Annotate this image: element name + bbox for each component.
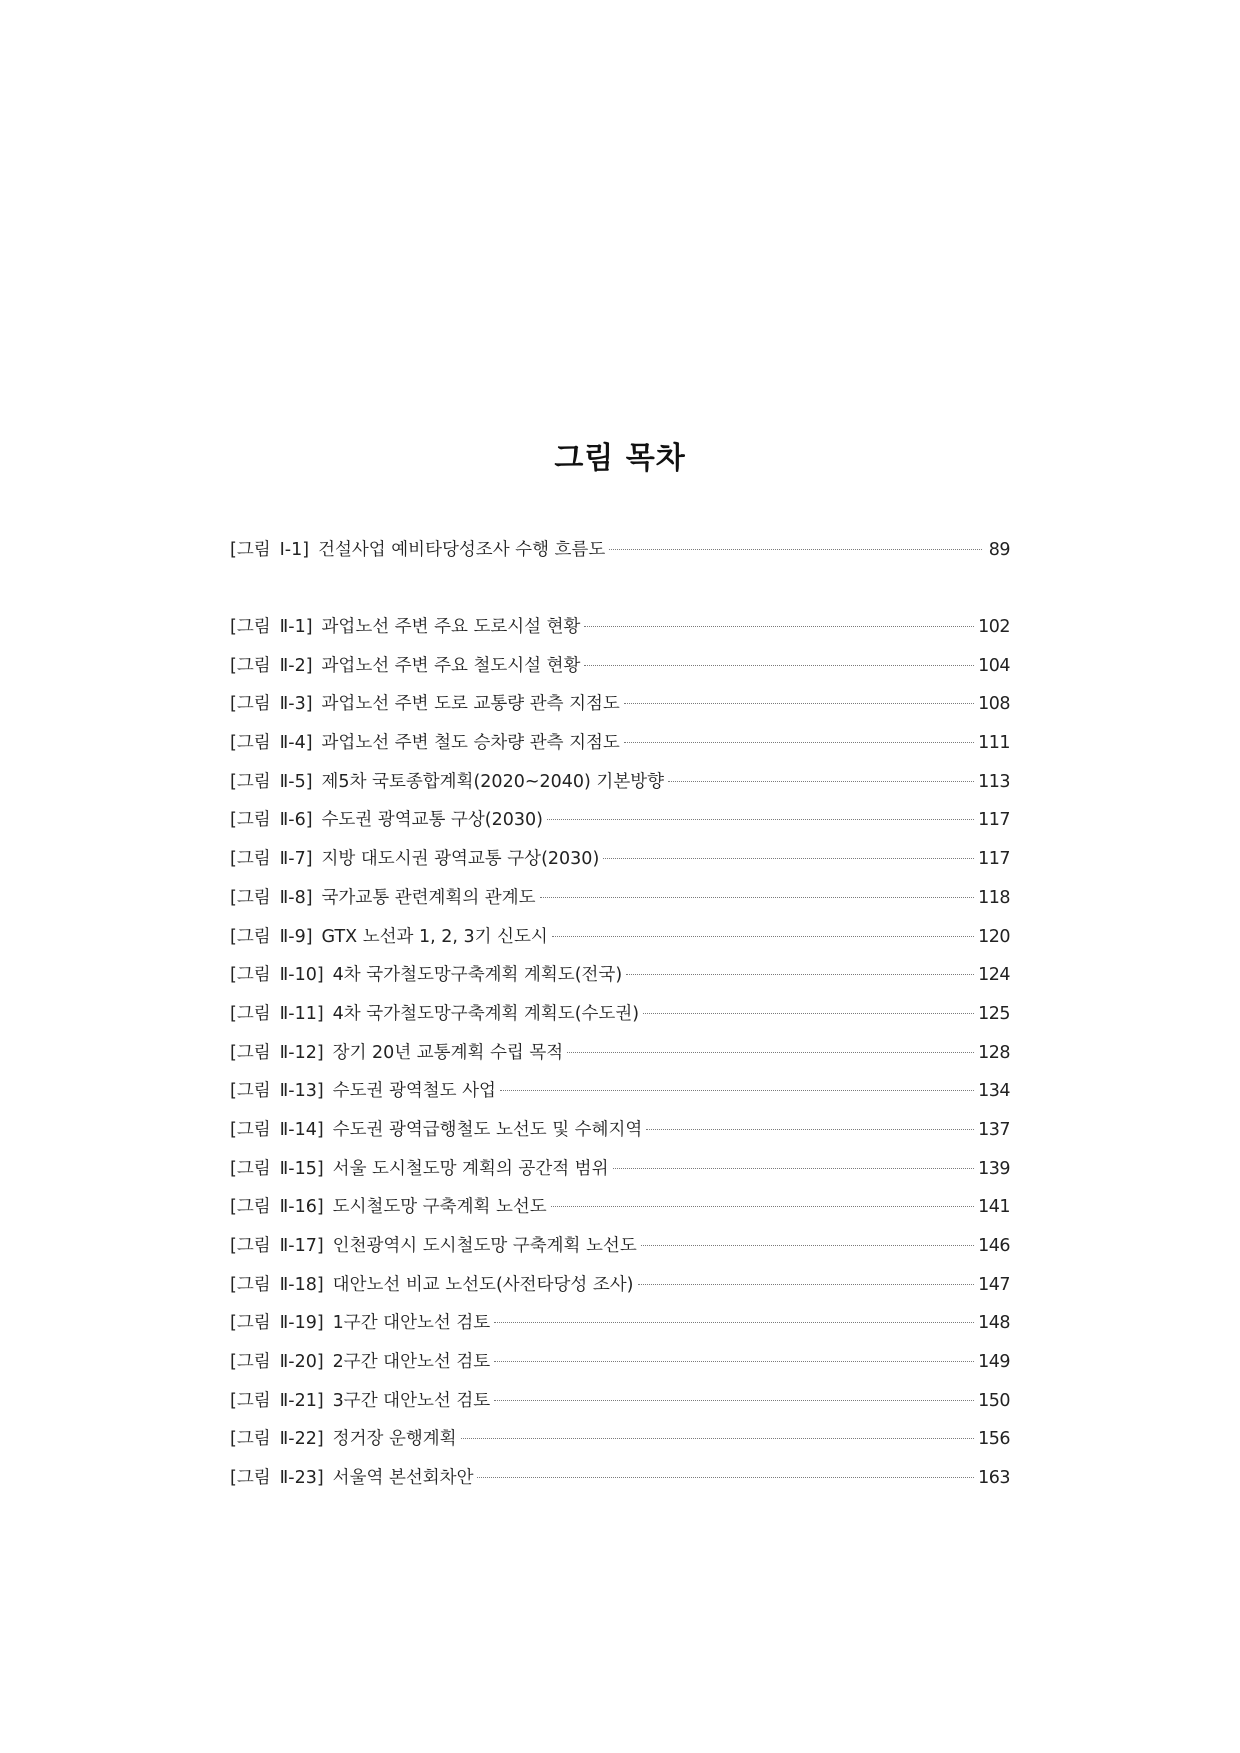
toc-entry[interactable] (230, 536, 1010, 575)
toc-entry-prefix: [그림 (230, 694, 271, 715)
dot-leader (609, 549, 982, 550)
toc-entry-caption: 정거장 운행계획 (332, 1429, 457, 1450)
toc-entry-page-number: 150 (978, 1390, 1010, 1411)
toc-entry-prefix: [그림 (230, 771, 271, 792)
toc-entry-prefix: [그림 (230, 1081, 271, 1102)
toc-entry-prefix: [그림 (230, 733, 271, 754)
toc-entry-page-number: 147 (978, 1274, 1010, 1295)
toc-group-chapter-2 (230, 613, 1010, 1503)
toc-entry-label (230, 1232, 637, 1257)
dot-leader (624, 742, 974, 743)
toc-entry-caption: 4차 국가철도망구축계획 계획도(수도권) (332, 1003, 640, 1024)
dot-leader (626, 974, 974, 975)
toc-entry-caption: 대안노선 비교 노선도(사전타당성 조사) (332, 1274, 634, 1295)
toc-entry-caption: 과업노선 주변 주요 철도시설 현황 (321, 655, 581, 676)
toc-entry-caption: 지방 대도시권 광역교통 구상(2030) (321, 849, 600, 870)
toc-entry-caption: 3구간 대안노선 검토 (332, 1390, 491, 1411)
toc-entry-label (230, 845, 599, 870)
toc-entry[interactable] (230, 1387, 1010, 1426)
toc-entry-label (230, 1039, 563, 1064)
dot-leader (461, 1438, 975, 1439)
toc-entry[interactable] (230, 961, 1010, 1000)
toc-entry-label (230, 806, 543, 831)
toc-entry-number: Ⅱ-15] (279, 1158, 324, 1179)
toc-entry[interactable] (230, 923, 1010, 962)
toc-entry-label (230, 1271, 634, 1296)
toc-entry-number: Ⅱ-2] (279, 655, 313, 676)
toc-entry-page-number: 120 (978, 926, 1010, 947)
toc-entry-prefix: [그림 (230, 926, 271, 947)
toc-entry[interactable] (230, 1309, 1010, 1348)
toc-entry-page-number: 102 (978, 617, 1010, 637)
toc-entry[interactable] (230, 613, 1010, 652)
toc-entry-page-number: 108 (978, 694, 1010, 715)
toc-entry-label (230, 1348, 490, 1373)
toc-entry[interactable] (230, 1193, 1010, 1232)
toc-entry[interactable] (230, 845, 1010, 884)
toc-entry-page-number: 137 (978, 1119, 1010, 1140)
toc-entry[interactable] (230, 768, 1010, 807)
toc-entry-caption: 과업노선 주변 철도 승차량 관측 지점도 (321, 733, 620, 754)
toc-entry-prefix: [그림 (230, 1352, 271, 1373)
toc-entry-prefix: [그림 (230, 1119, 271, 1140)
toc-entry-page-number: 163 (978, 1468, 1010, 1489)
toc-entry-caption: 과업노선 주변 주요 도로시설 현황 (321, 617, 581, 637)
dot-leader (494, 1361, 974, 1362)
toc-entry-caption: 장기 20년 교통계획 수립 목적 (332, 1042, 564, 1063)
toc-entry-number: Ⅱ-20] (279, 1352, 324, 1373)
toc-entry-page-number: 139 (978, 1158, 1010, 1179)
toc-entry-label (230, 1077, 496, 1102)
toc-entry[interactable] (230, 806, 1010, 845)
toc-entry-caption: 국가교통 관련계획의 관계도 (321, 887, 536, 908)
dot-leader (567, 1052, 974, 1053)
toc-entry-number: Ⅱ-5] (279, 771, 313, 792)
dot-leader (552, 936, 974, 937)
toc-entry[interactable] (230, 1039, 1010, 1078)
toc-entry-label (230, 536, 605, 561)
toc-entry-prefix: [그림 (230, 617, 271, 637)
toc-entry-label (230, 1425, 457, 1450)
toc-entry-caption: 도시철도망 구축계획 노선도 (332, 1197, 547, 1218)
toc-entry-caption: 2구간 대안노선 검토 (332, 1352, 491, 1373)
toc-entry-page-number: 149 (978, 1352, 1010, 1373)
toc-entry-caption: 1구간 대안노선 검토 (332, 1313, 491, 1334)
dot-leader (551, 1206, 974, 1207)
toc-entry-prefix: [그림 (230, 655, 271, 676)
toc-entry-number: Ⅱ-12] (279, 1042, 324, 1063)
toc-entry-prefix: [그림 (230, 849, 271, 870)
toc-group-chapter-1 (230, 536, 1010, 575)
toc-entry-caption: 수도권 광역교통 구상(2030) (321, 810, 543, 831)
toc-entry-prefix: [그림 (230, 1236, 271, 1256)
toc-entry-label (230, 961, 622, 986)
toc-entry-caption: 서울역 본선회차안 (332, 1468, 474, 1489)
toc-entry[interactable] (230, 1000, 1010, 1039)
toc-entry-prefix: [그림 (230, 540, 271, 560)
dot-leader (638, 1284, 975, 1285)
dot-leader (646, 1129, 974, 1130)
toc-entry-label (230, 923, 548, 948)
toc-entry-caption: 제5차 국토종합계획(2020~2040) 기본방향 (321, 771, 665, 792)
toc-entry-page-number: 128 (978, 1042, 1010, 1063)
toc-entry[interactable] (230, 690, 1010, 729)
toc-entry-prefix: [그림 (230, 1274, 271, 1295)
toc-entry-caption: GTX 노선과 1, 2, 3기 신도시 (321, 926, 548, 947)
dot-leader (547, 819, 974, 820)
toc-entry-page-number: 111 (978, 733, 1010, 754)
toc-entry-prefix: [그림 (230, 810, 271, 831)
toc-entry-caption: 건설사업 예비타당성조사 수행 흐름도 (318, 540, 606, 560)
toc-entry-page-number: 146 (978, 1236, 1010, 1256)
page-title: 그림 목차 (554, 441, 686, 476)
dot-leader (643, 1013, 974, 1014)
toc-entry-number: Ⅱ-10] (279, 965, 324, 986)
toc-entry-number: Ⅱ-6] (279, 810, 313, 831)
toc-entry-number: Ⅱ-21] (279, 1390, 324, 1411)
toc-entry-number: Ⅱ-18] (279, 1274, 324, 1295)
toc-entry-label (230, 884, 536, 909)
toc-entry-number: Ⅱ-7] (279, 849, 313, 870)
toc-entry-page-number: 156 (978, 1429, 1010, 1450)
toc-entry-page-number: 125 (978, 1003, 1010, 1024)
toc-entry-label (230, 1193, 547, 1218)
toc-entry[interactable] (230, 1425, 1010, 1464)
toc-entry-number: Ⅰ-1] (279, 540, 310, 560)
toc-entry-label (230, 1309, 490, 1334)
toc-entry-prefix: [그림 (230, 1003, 271, 1024)
toc-entry-caption: 서울 도시철도망 계획의 공간적 범위 (332, 1158, 609, 1179)
toc-entry-page-number: 148 (978, 1313, 1010, 1334)
toc-entry-page-number: 124 (978, 965, 1010, 986)
toc-entry[interactable] (230, 1155, 1010, 1194)
toc-entry-number: Ⅱ-23] (279, 1468, 324, 1489)
toc-entry[interactable] (230, 1464, 1010, 1503)
dot-leader (500, 1090, 974, 1091)
dot-leader (668, 781, 974, 782)
toc-entry[interactable] (230, 729, 1010, 768)
toc-entry-prefix: [그림 (230, 1390, 271, 1411)
toc-entry-caption: 과업노선 주변 도로 교통량 관측 지점도 (321, 694, 620, 715)
toc-entry-label (230, 690, 620, 715)
toc-entry-page-number: 118 (978, 887, 1010, 908)
toc-entry-number: Ⅱ-9] (279, 926, 313, 947)
toc-entry-label (230, 1000, 639, 1025)
dot-leader (603, 858, 974, 859)
toc-entry[interactable] (230, 1116, 1010, 1155)
toc-entry-prefix: [그림 (230, 1042, 271, 1063)
toc-entry-page-number: 113 (978, 771, 1010, 792)
dot-leader (477, 1477, 974, 1478)
toc-entry[interactable] (230, 884, 1010, 923)
toc-entry-page-number: 134 (978, 1081, 1010, 1102)
toc-entry-number: Ⅱ-14] (279, 1119, 324, 1140)
toc-entry-prefix: [그림 (230, 887, 271, 908)
toc-entry-label (230, 652, 580, 677)
toc-entry-caption: 수도권 광역철도 사업 (332, 1081, 496, 1102)
toc-entry[interactable] (230, 1077, 1010, 1116)
toc-entry-number: Ⅱ-19] (279, 1313, 324, 1334)
toc-entry-page-number: 141 (978, 1197, 1010, 1218)
toc-entry[interactable] (230, 1232, 1010, 1271)
toc-entry-label (230, 1387, 490, 1412)
toc-entry-number: Ⅱ-13] (279, 1081, 324, 1102)
toc-entry-page-number: 104 (978, 655, 1010, 676)
toc-entry-number: Ⅱ-3] (279, 694, 313, 715)
toc-entry-caption: 수도권 광역급행철도 노선도 및 수혜지역 (332, 1119, 643, 1140)
toc-entry-label (230, 768, 664, 793)
dot-leader (494, 1400, 974, 1401)
toc-entry-page-number: 117 (978, 810, 1010, 831)
toc-entry-page-number: 89 (988, 540, 1010, 560)
dot-leader (613, 1168, 975, 1169)
toc-entry-prefix: [그림 (230, 1468, 271, 1489)
toc-entry[interactable] (230, 652, 1010, 691)
toc-entry-number: Ⅱ-11] (279, 1003, 324, 1024)
toc-entry-label (230, 1116, 642, 1141)
toc-entry-number: Ⅱ-16] (279, 1197, 324, 1218)
toc-entry-prefix: [그림 (230, 1429, 271, 1450)
dot-leader (540, 897, 975, 898)
toc-entry-caption: 4차 국가철도망구축계획 계획도(전국) (332, 965, 623, 986)
toc-entry-caption: 인천광역시 도시철도망 구축계획 노선도 (332, 1236, 637, 1256)
toc-entry-prefix: [그림 (230, 1313, 271, 1334)
toc-entry-label (230, 613, 580, 638)
toc-entry-page-number: 117 (978, 849, 1010, 870)
toc-entry-prefix: [그림 (230, 1197, 271, 1218)
toc-entry-number: Ⅱ-4] (279, 733, 313, 754)
toc-entry-prefix: [그림 (230, 1158, 271, 1179)
dot-leader (641, 1245, 974, 1246)
toc-entry-label (230, 729, 620, 754)
toc-entry-label (230, 1464, 473, 1489)
dot-leader (494, 1322, 974, 1323)
toc-entry-number: Ⅱ-1] (279, 617, 313, 637)
toc-entry-number: Ⅱ-17] (279, 1236, 324, 1256)
toc-entry-number: Ⅱ-8] (279, 887, 313, 908)
toc-entry-number: Ⅱ-22] (279, 1429, 324, 1450)
toc-entry[interactable] (230, 1348, 1010, 1387)
toc-entry-label (230, 1155, 609, 1180)
dot-leader (624, 703, 974, 704)
toc-entry[interactable] (230, 1271, 1010, 1310)
toc-entry-prefix: [그림 (230, 965, 271, 986)
dot-leader (584, 665, 974, 666)
dot-leader (584, 626, 974, 627)
